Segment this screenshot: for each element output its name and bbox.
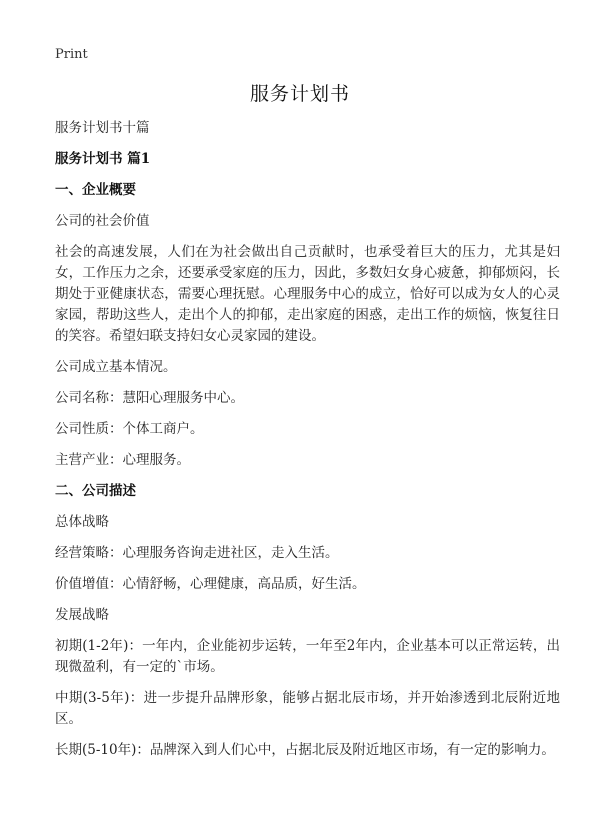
section-heading-overview: 一、企业概要 — [55, 182, 136, 198]
document-title: 服务计划书 — [249, 83, 350, 105]
company-nature: 公司性质：个体工商户。 — [55, 421, 204, 437]
section-heading-description: 二、公司描述 — [55, 483, 136, 499]
basic-info-label: 公司成立基本情况。 — [55, 359, 177, 375]
early-stage-plan: 初期(1-2年)：一年内，企业能初步运转，一年至2年内，企业基本可以正常运转，出现微盈利，有一定的`市场。 — [55, 638, 560, 675]
mid-stage-plan: 中期(3-5年)：进一步提升品牌形象，能够占据北辰市场，并开始渗透到北辰附近地区。 — [55, 690, 560, 727]
document-body — [55, 118, 560, 761]
print-label[interactable]: Print — [55, 47, 88, 62]
long-stage-plan: 长期(5-10年)：品牌深入到人们心中，占据北辰及附近地区市场，有一定的影响力。 — [55, 742, 555, 758]
value-added: 价值增值：心情舒畅，心理健康，高品质，好生活。 — [55, 576, 366, 592]
main-industry: 主营产业：心理服务。 — [55, 452, 190, 468]
document-subtitle: 服务计划书十篇 — [55, 120, 150, 136]
social-value-label: 公司的社会价值 — [55, 213, 150, 229]
overall-strategy-label: 总体战略 — [55, 514, 109, 530]
social-value-paragraph: 社会的高速发展，人们在为社会做出自己贡献时，也承受着巨大的压力，尤其是妇女，工作压力之余，还要承受家庭的压力，因此，多数妇女身心疲惫，抑郁烦闷，长期处于亚健康状态，需要心理抚慰。心理服务中心的成立，恰好可以成为女人的心灵家园，帮助这些人，走出个人的抑郁，走出家庭的困惑，走出工作的烦恼，恢复往日的笑容。希望妇联支持妇女心灵家园的建设。 — [55, 244, 560, 344]
business-strategy: 经营策略：心理服务咨询走进社区，走入生活。 — [55, 545, 339, 561]
development-strategy-label: 发展战略 — [55, 607, 109, 623]
article-heading: 服务计划书 篇1 — [55, 151, 151, 167]
company-name: 公司名称：慧阳心理服务中心。 — [55, 390, 244, 406]
